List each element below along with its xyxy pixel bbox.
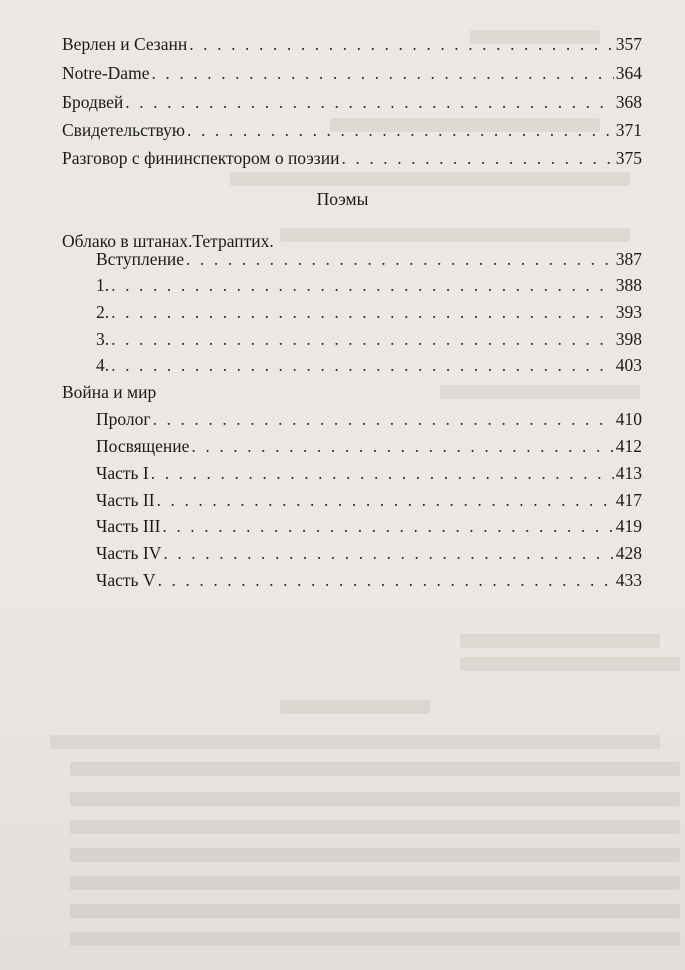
toc-entry-title: Верлен и Сезанн [62,34,188,54]
show-through-line [50,735,660,749]
toc-leader-dots [153,406,614,432]
toc-entry-title: Пролог [96,409,151,429]
toc-entry-page: 433 [615,570,642,590]
toc-entry [62,31,642,57]
toc-entry-page: 364 [615,63,642,83]
show-through-line [460,657,680,671]
toc-entry-title: Разговор с фининспектором о поэзии [62,148,340,168]
toc-entry-page: 375 [615,148,642,168]
toc-leader-dots [163,540,613,566]
show-through-line [70,820,680,834]
toc-entry [62,145,642,171]
toc-leader-dots [111,299,614,325]
toc-entry-title: 4. [96,355,110,375]
section-title: Поэмы [316,189,369,209]
toc-entry-title: Свидетельствую [62,120,186,140]
show-through-line [70,876,680,890]
toc-leader-dots [158,567,614,593]
show-through-line [460,634,660,648]
toc-leader-dots [186,246,614,272]
toc-entry-page: 388 [615,275,642,295]
toc-entry-title: 1. [96,275,110,295]
toc-entry [96,299,642,325]
toc-entry [96,433,642,459]
toc-leader-dots [157,487,614,513]
toc-entry-page: 398 [615,329,642,349]
poem-title: Облако в штанах.Тетраптих. [62,231,274,251]
toc-entry-page: 413 [615,463,642,483]
toc-entry [96,460,642,486]
toc-entry-page: 371 [615,120,642,140]
toc-entry-title: 2. [96,302,110,322]
toc-entry-title: Часть V [96,570,156,590]
toc-entry [96,272,642,298]
poem-title: Война и мир [62,382,157,402]
toc-entry-title: Часть II [96,490,155,510]
show-through-line [280,228,630,242]
toc-entry-page: 368 [615,92,642,112]
show-through-line [440,385,640,399]
toc-leader-dots [187,117,614,143]
show-through-line [70,932,680,946]
show-through-line [70,792,680,806]
toc-entry-page: 387 [615,249,642,269]
toc-entry-title: 3. [96,329,110,349]
toc-entry [96,513,642,539]
toc-leader-dots [189,31,614,57]
toc-entry-page: 410 [615,409,642,429]
show-through-line [70,904,680,918]
toc-entry [96,326,642,352]
toc-entry [96,567,642,593]
toc-entry-title: Вступление [96,249,184,269]
toc-leader-dots [111,352,614,378]
toc-entry-title: Посвящение [96,436,190,456]
show-through-line [230,172,630,186]
toc-entry [96,487,642,513]
toc-entry [96,540,642,566]
toc-entry [96,406,642,432]
toc-entry-page: 412 [615,436,642,456]
show-through-line [70,762,680,776]
toc-entry [62,60,642,86]
toc-entry-title: Часть I [96,463,149,483]
show-through-line [70,848,680,862]
toc-entry [96,352,642,378]
toc-entry-page: 417 [615,490,642,510]
toc-leader-dots [191,433,613,459]
toc-entry-page: 357 [615,34,642,54]
toc-leader-dots [111,272,614,298]
toc-entry-title: Часть III [96,516,161,536]
toc-leader-dots [162,513,613,539]
toc-leader-dots [125,89,614,115]
toc-leader-dots [341,145,613,171]
toc-entry-title: Бродвей [62,92,124,112]
toc-entry [62,89,642,115]
toc-leader-dots [111,326,614,352]
toc-entry-title: Часть IV [96,543,162,563]
toc-entry [96,246,642,272]
toc-entry-page: 403 [615,355,642,375]
toc-leader-dots [151,460,614,486]
toc-entry-page: 393 [615,302,642,322]
toc-leader-dots [151,60,613,86]
toc-entry-title: Notre-Dame [62,63,150,83]
toc-entry-page: 428 [615,543,642,563]
show-through-line [280,700,430,714]
toc-entry-page: 419 [615,516,642,536]
toc-entry [62,117,642,143]
